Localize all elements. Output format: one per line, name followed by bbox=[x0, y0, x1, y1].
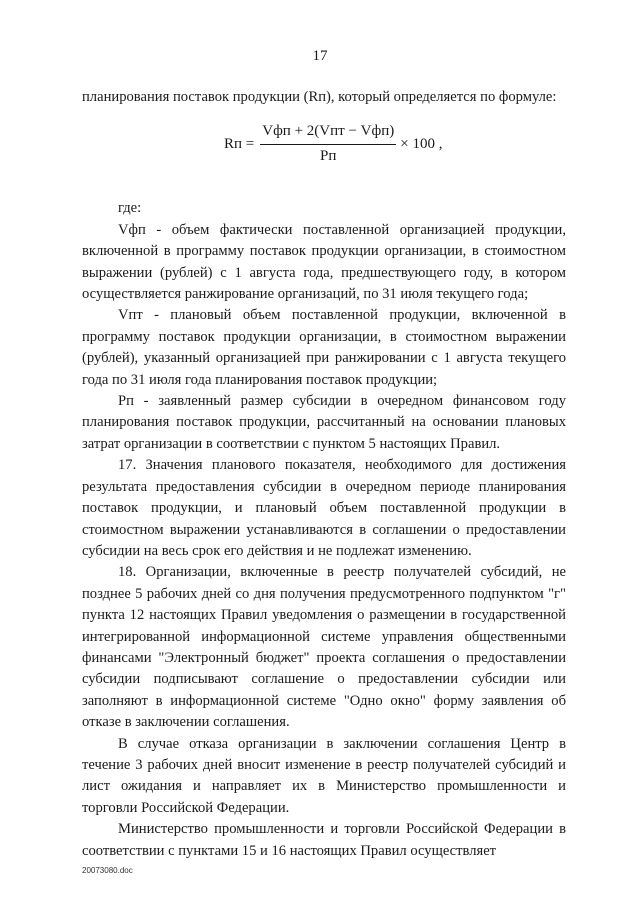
formula-lhs: Rп = bbox=[224, 135, 255, 152]
definition-vpt: Vпт - плановый объем поставленной продукции, включенной в программу поставок продукции организации, в стоимостном выражении (рублей), указанный организацией при ранжировании с 1 августа текущего года по 31 июля года планирования поставок продукции; bbox=[82, 307, 566, 388]
refusal-paragraph: В случае отказа организации в заключении соглашения Центр в течение 3 рабочих дней вносит изменение в реестр получателей субсидий и лист ожидания и направляет их в Министерство промышленности и торговли Российской Федерации. bbox=[82, 735, 566, 816]
clause-18: 18. Организации, включенные в реестр получателей субсидий, не позднее 5 рабочих дней со дня получения предусмотренного подпунктом "г" пункта 12 настоящих Правил уведомления о размещении в государственной интегрированной информационной системе управления общественными финансами "Электронный бюджет" проекта соглашения о предоставлении субсидии подписывают соглашение о предоставлении субсидии или заполняют в информационной системе "Одно окно" форму заявления об отказе в заключении соглашения. bbox=[82, 564, 566, 731]
formula-multiplier: × 100 , bbox=[400, 135, 443, 152]
file-name-footer: 20073080.doc bbox=[82, 866, 133, 875]
clause-17: 17. Значения планового показателя, необходимого для достижения результата предоставления субсидии в очередном периоде планирования поставок продукции, и плановый объем поставленной продукции в стоимостном выражении устанавливаются в соглашении о предоставлении субсидии на весь срок его действия и не подлежат изменению. bbox=[82, 457, 566, 559]
page-number: 17 bbox=[312, 48, 328, 64]
intro-paragraph: планирования поставок продукции (Rп), который определяется по формуле: bbox=[82, 89, 557, 105]
where-label: где: bbox=[118, 200, 142, 217]
document-body bbox=[82, 87, 566, 862]
formula-numerator: Vфп + 2(Vпт − Vфп) bbox=[260, 121, 396, 144]
formula-fraction bbox=[260, 121, 396, 167]
definition-pp: Pп - заявленный размер субсидии в очередном финансовом году планирования поставок продукции, рассчитанный на основании плановых затрат организации в соответствии с пунктом 5 настоящих Правил. bbox=[82, 393, 566, 452]
formula-denominator: Pп bbox=[320, 147, 337, 164]
definition-vfp: Vфп - объем фактически поставленной организацией продукции, включенной в программу поставок продукции организации, в стоимостном выражении (рублей) с 1 августа года, предшествующего году, в котором осуществляется ранжирование организаций, по 31 июля текущего года; bbox=[82, 221, 566, 303]
formula-block bbox=[82, 121, 566, 179]
ministry-paragraph: Министерство промышленности и торговли Российской Федерации в соответствии с пунктами 15 и 16 настоящих Правил осуществляет bbox=[82, 821, 566, 859]
formula bbox=[224, 121, 442, 167]
